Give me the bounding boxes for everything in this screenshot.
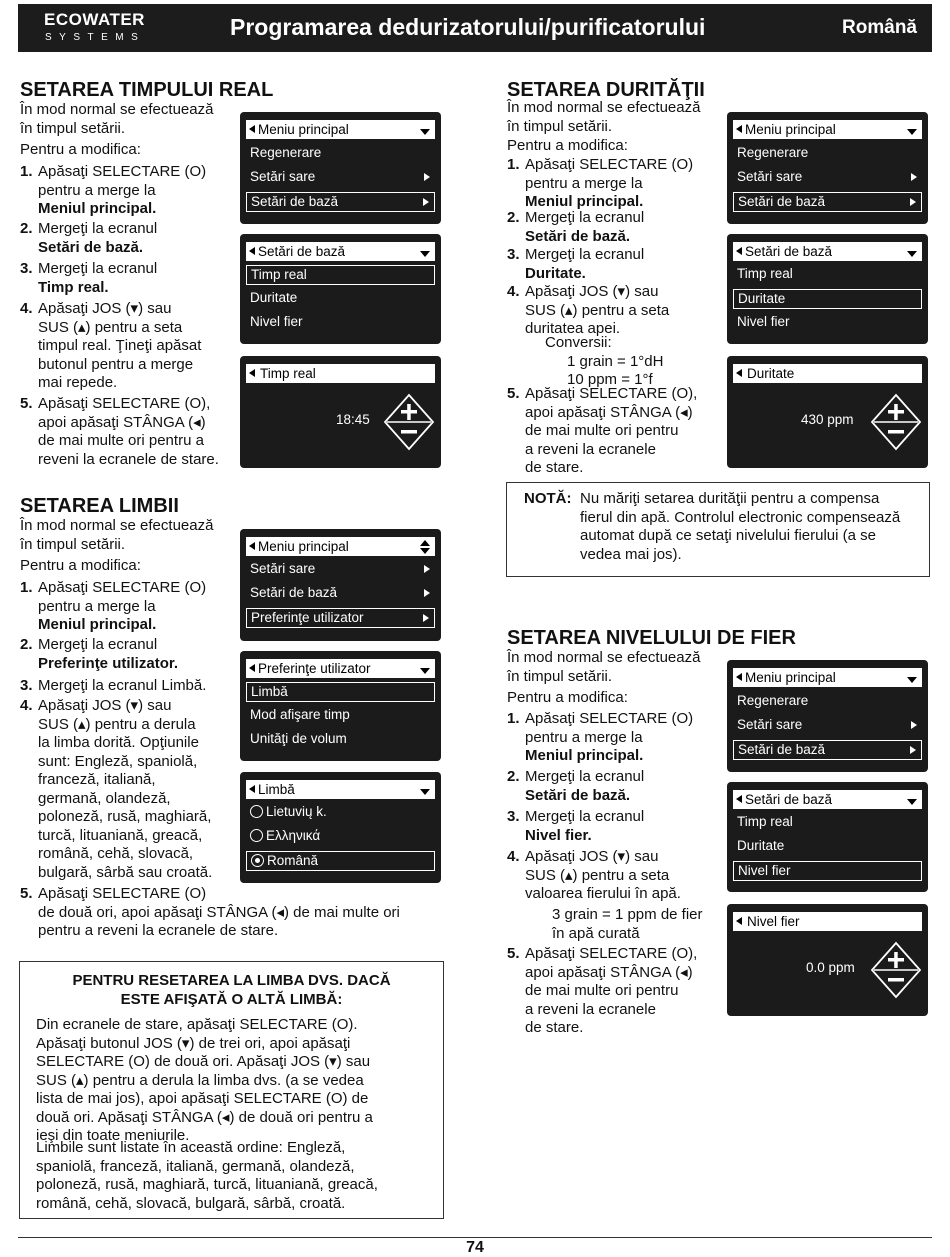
lcd-title-bar: Setări de bază (246, 242, 435, 261)
radio-icon (250, 829, 263, 842)
change-label: Pentru a modifica: (20, 141, 141, 158)
change-label: Pentru a modifica: (507, 689, 628, 706)
intro-text: În mod normal se efectuează în timpul setării. (20, 101, 214, 137)
page-header (18, 4, 932, 52)
section-heading-language: SETAREA LIMBII (20, 495, 179, 517)
menu-item: Unităţi de volum (250, 731, 347, 746)
lcd-title-bar: Preferinţe utilizator (246, 659, 435, 678)
right-arrow-icon (423, 198, 429, 206)
language-label: Română (842, 17, 917, 38)
down-arrow-icon (420, 668, 430, 674)
menu-item-selected: Limbă (246, 682, 435, 702)
menu-item-selected: Setări de bază (733, 192, 922, 212)
right-arrow-icon (910, 746, 916, 754)
page-title: Programarea dedurizatorului/purificatorului (230, 14, 706, 40)
note-label: NOTĂ: (524, 490, 572, 507)
note-text: Nu măriţi setarea durităţii pentru a compensa fierul din apă. Controlul electronic compensează automat după ce setaţi nivelului fierului (a se vedea mai jos). (580, 490, 901, 563)
radio-icon (250, 805, 263, 818)
down-arrow-icon (907, 677, 917, 683)
reset-box-title: PENTRU RESETAREA LA LIMBA DVS. DACĂ ESTE AFIŞATĂ O ALTĂ LIMBĂ: (72, 972, 391, 1008)
brand-logo: ECOWATER (44, 10, 145, 29)
plus-minus-icon (869, 940, 923, 1000)
language-option: Lietuvių k. (246, 803, 435, 823)
right-arrow-icon (911, 173, 917, 181)
menu-item-selected: Preferinţe utilizator (246, 608, 435, 628)
iron-conversion: 3 grain = 1 ppm de fier în apă curată (552, 906, 703, 942)
intro-text: În mod normal se efectuează în timpul setării. (507, 649, 701, 685)
lcd-hardness (727, 356, 928, 468)
right-arrow-icon (424, 589, 430, 597)
menu-item: Setări sare (733, 716, 922, 736)
lcd-title-bar: Meniu principal (246, 537, 435, 556)
back-arrow-icon (249, 125, 255, 133)
down-arrow-icon (420, 251, 430, 257)
radio-checked-icon (251, 854, 264, 867)
lcd-main-menu (727, 112, 928, 224)
menu-item: Nivel fier (737, 314, 790, 329)
change-label: Pentru a modifica: (20, 557, 141, 574)
menu-item-selected: Setări de bază (733, 740, 922, 760)
reset-box-paragraph-2: Limbile sunt listate în această ordine: Engleză, spaniolă, franceză, italiană, germană, olandeză, poloneză, rusă, maghiară, turcă, lituaniană, greacă, română, cehă, slovacă, bulgară, sârbă, croată. (36, 1139, 378, 1212)
page-number: 74 (466, 1239, 484, 1256)
back-arrow-icon (736, 673, 742, 681)
menu-item: Duritate (737, 838, 785, 853)
menu-item: Regenerare (737, 693, 809, 708)
up-arrow-icon (420, 540, 430, 546)
right-arrow-icon (910, 198, 916, 206)
iron-value: 0.0 ppm (806, 960, 855, 975)
menu-item: Timp real (737, 814, 793, 829)
back-arrow-icon (249, 247, 255, 255)
back-arrow-icon (736, 795, 742, 803)
lcd-title-bar: Setări de bază (733, 790, 922, 809)
footer-divider (18, 1237, 932, 1238)
right-arrow-icon (423, 614, 429, 622)
menu-item: Duritate (250, 290, 298, 305)
back-arrow-icon (249, 785, 255, 793)
lcd-iron-level (727, 904, 928, 1016)
reset-box-paragraph-1: Din ecranele de stare, apăsaţi SELECTARE (O). Apăsaţi butonul JOS (▾) de trei ori, apoi apăsaţi SELECTARE (O) de două ori. Apăsaţi JOS (▾) sau SUS (▴) pentru a derula la limba dvs. (a se vedea lista de mai jos), apoi apăsaţi SELECTARE (O) de două ori. Apăsaţi STÂNGA (◂) de două ori pentru a ieşi din toate meniurile. (36, 1016, 373, 1144)
lcd-title-bar: Meniu principal (733, 668, 922, 687)
back-arrow-icon (249, 542, 255, 550)
lcd-title-bar: Nivel fier (733, 912, 922, 931)
back-arrow-icon (736, 917, 742, 925)
down-arrow-icon (420, 129, 430, 135)
intro-text: În mod normal se efectuează în timpul setării. (507, 99, 701, 135)
hardness-value: 430 ppm (801, 412, 854, 427)
plus-minus-icon (382, 392, 436, 452)
back-arrow-icon (736, 125, 742, 133)
lcd-main-menu (240, 112, 441, 224)
down-arrow-icon (907, 799, 917, 805)
lcd-main-menu (240, 529, 441, 641)
lcd-basic-settings (727, 782, 928, 892)
lcd-user-preferences (240, 651, 441, 761)
section-heading-real-time: SETAREA TIMPULUI REAL (20, 79, 274, 101)
language-option: Ελληνικά (246, 827, 435, 847)
lcd-title-bar: Timp real (246, 364, 435, 383)
menu-item: Regenerare (737, 145, 809, 160)
menu-item-selected: Setări de bază (246, 192, 435, 212)
section-heading-iron: SETAREA NIVELULUI DE FIER (507, 627, 796, 649)
lcd-title-bar: Duritate (733, 364, 922, 383)
lcd-main-menu (727, 660, 928, 772)
lcd-language (240, 772, 441, 883)
back-arrow-icon (736, 247, 742, 255)
down-arrow-icon (907, 129, 917, 135)
menu-item-selected: Timp real (246, 265, 435, 285)
back-arrow-icon (249, 664, 255, 672)
section-heading-hardness: SETAREA DURITĂŢII (507, 79, 705, 101)
language-option-selected: Română (246, 851, 435, 871)
lcd-basic-settings (240, 234, 441, 344)
menu-item-selected: Nivel fier (733, 861, 922, 881)
back-arrow-icon (249, 369, 255, 377)
lcd-real-time (240, 356, 441, 468)
menu-item: Timp real (737, 266, 793, 281)
down-arrow-icon (420, 548, 430, 554)
conversions: Conversii: 1 grain = 1°dH 10 ppm = 1°f (545, 334, 664, 388)
menu-item: Setări sare (246, 168, 435, 188)
menu-item-selected: Duritate (733, 289, 922, 309)
down-arrow-icon (420, 789, 430, 795)
right-arrow-icon (424, 565, 430, 573)
menu-item: Mod afişare timp (250, 707, 350, 722)
lcd-basic-settings (727, 234, 928, 344)
down-arrow-icon (907, 251, 917, 257)
menu-item: Setări de bază (246, 584, 435, 604)
lcd-title-bar: Meniu principal (733, 120, 922, 139)
menu-item: Setări sare (246, 560, 435, 580)
lcd-title-bar: Meniu principal (246, 120, 435, 139)
time-value: 18:45 (336, 412, 370, 427)
note-box (506, 482, 930, 577)
brand-logo-subtitle: SYSTEMS (45, 32, 146, 43)
right-arrow-icon (911, 721, 917, 729)
menu-item: Setări sare (733, 168, 922, 188)
menu-item: Regenerare (250, 145, 322, 160)
change-label: Pentru a modifica: (507, 137, 628, 154)
plus-minus-icon (869, 392, 923, 452)
back-arrow-icon (736, 369, 742, 377)
language-reset-box (19, 961, 444, 1219)
intro-text: În mod normal se efectuează în timpul setării. (20, 517, 214, 553)
lcd-title-bar: Setări de bază (733, 242, 922, 261)
lcd-title-bar: Limbă (246, 780, 435, 799)
menu-item: Nivel fier (250, 314, 303, 329)
right-arrow-icon (424, 173, 430, 181)
